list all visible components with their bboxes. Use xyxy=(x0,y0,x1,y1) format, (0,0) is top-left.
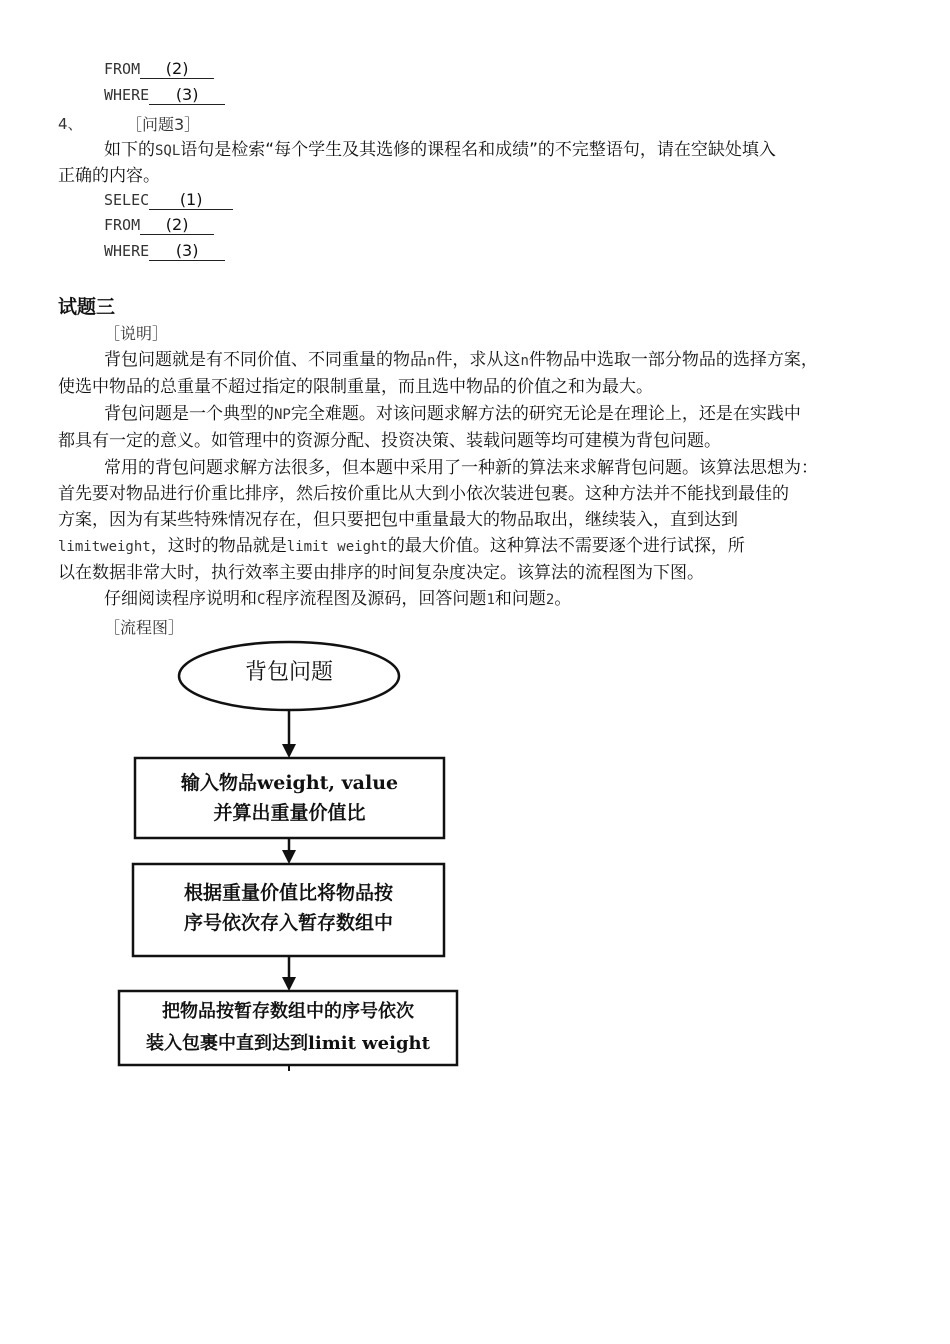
flowchart-box3-line2: 装入包裹中直到达到limit weight xyxy=(146,1033,430,1054)
q3-select-keyword: SELEC xyxy=(104,191,150,209)
q3-line1-text-b: 语句是检索“每个学生及其选修的课程名和成绩”的不完整语句，请在空缺处填入 xyxy=(180,140,776,160)
flowchart-box1-line2: 并算出重量价值比 xyxy=(213,802,366,824)
arrow-2 xyxy=(282,850,296,864)
q3-line2: 正确的内容。 xyxy=(58,166,160,186)
p1-text-c: 件物品中选取一部分物品的选择方案， xyxy=(528,350,818,370)
p3-line5: 以在数据非常大时，执行效率主要由排序的时间复杂度决定。该算法的流程图为下图。 xyxy=(58,563,704,583)
q2-where-blank: (3) xyxy=(149,86,225,105)
p3-line3: 方案，因为有某些特殊情况存在，但只要把包中重量最大的物品取出，继续装入，直到达到 xyxy=(58,510,738,530)
q3-select-blank: (1) xyxy=(149,191,233,210)
p3-text-a: ，这时的物品就是 xyxy=(150,536,287,556)
p4-text-a: 仔细阅读程序说明和 xyxy=(104,589,257,609)
p1-text-b: 件，求从这 xyxy=(435,350,521,370)
q3-sql-term: SQL xyxy=(155,143,181,159)
q2-where-keyword: WHERE xyxy=(104,86,150,104)
q2-from-keyword: FROM xyxy=(104,60,141,78)
arrow-1 xyxy=(282,744,296,758)
q3-from-keyword: FROM xyxy=(104,216,141,234)
p4-c-term: C xyxy=(257,592,266,608)
q3-from-blank: (2) xyxy=(140,216,214,235)
flowchart-box3-line1: 把物品按暂存数组中的序号依次 xyxy=(162,1001,414,1022)
p4-text-b: 程序流程图及源码，回答问题 xyxy=(265,589,487,609)
q2-from-blank: (2) xyxy=(140,60,214,79)
q3-where-blank: (3) xyxy=(149,242,225,261)
p4-num-1: 1 xyxy=(486,592,495,608)
flowchart-start: 背包问题 xyxy=(244,660,333,685)
q3-where-keyword: WHERE xyxy=(104,242,150,260)
p4-text-mid: 和问题 xyxy=(494,589,546,609)
q3-label: ［问题3］ xyxy=(126,115,201,134)
section3-desc-label: ［说明］ xyxy=(104,324,169,343)
flowchart-box1-line1: 输入物品weight, value xyxy=(180,772,399,794)
q3-number: 4、 xyxy=(58,115,83,133)
q3-line1-text-a: 如下的 xyxy=(104,140,155,160)
p3-text-b: 的最大价值。这种算法不需要逐个进行试探，所 xyxy=(387,536,745,556)
flowchart-label: ［流程图］ xyxy=(104,618,185,637)
p2-np-term: NP xyxy=(274,407,291,423)
p2-text-b: 完全难题。对该问题求解方法的研究无论是在理论上，还是在实践中 xyxy=(290,404,801,424)
flowchart-box2-line2: 序号依次存入暂存数组中 xyxy=(183,912,393,934)
p3-code-limit-weight: limit weight xyxy=(286,539,388,555)
p4-num-2: 2 xyxy=(545,592,555,608)
p4-text-end: 。 xyxy=(554,589,572,609)
p2-text-a: 背包问题是一个典型的 xyxy=(104,404,274,424)
p3-line2: 首先要对物品进行价重比排序，然后按价重比从大到小依次装进包裹。这种方法并不能找到最佳的 xyxy=(58,484,789,504)
p3-code-limitweight: limitweight xyxy=(58,539,151,555)
p1-var-n: n xyxy=(427,353,436,369)
p1-line2: 使选中物品的总重量不超过指定的限制重量，而且选中物品的价值之和为最大。 xyxy=(58,377,653,397)
p2-line2: 都具有一定的意义。如管理中的资源分配、投资决策、装载问题等均可建模为背包问题。 xyxy=(58,431,721,451)
p3-line1: 常用的背包问题求解方法很多，但本题中采用了一种新的算法来求解背包问题。该算法思想为： xyxy=(104,458,818,478)
p1-var-n2: n xyxy=(520,353,529,369)
arrow-3 xyxy=(282,977,296,991)
section3-title: 试题三 xyxy=(58,296,116,318)
flowchart-box2-line1: 根据重量价值比将物品按 xyxy=(183,882,393,904)
p1-text-a: 背包问题就是有不同价值、不同重量的物品 xyxy=(104,350,427,370)
